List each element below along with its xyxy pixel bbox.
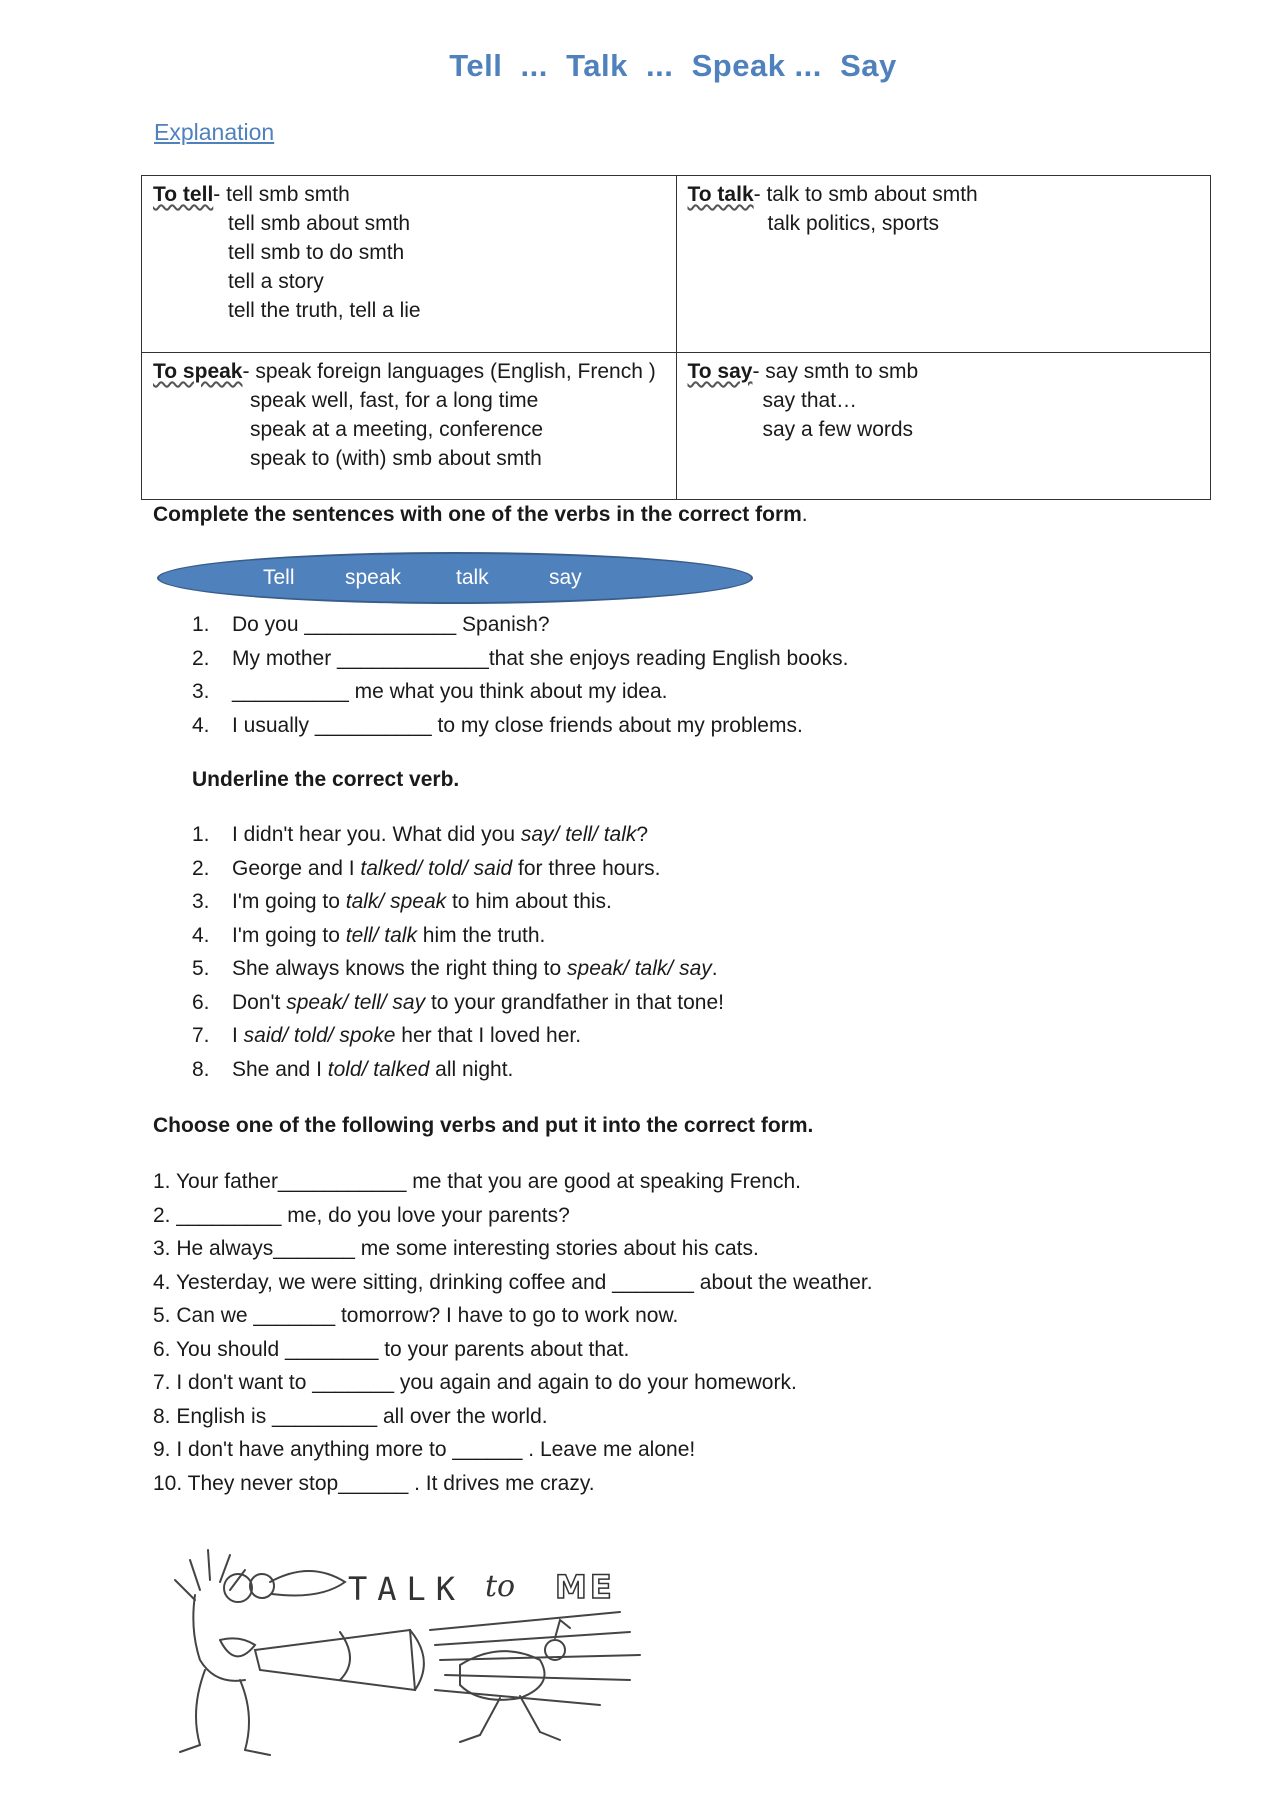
list-item: 5. Can we _______ tomorrow? I have to go to work now. bbox=[153, 1304, 679, 1327]
speak-line: speak at a meeting, conference bbox=[250, 418, 544, 441]
verb-options[interactable]: tell/ talk bbox=[345, 923, 417, 947]
say-line: say smth to smb bbox=[765, 360, 919, 383]
list-item: 8. English is _________ all over the world. bbox=[153, 1404, 548, 1428]
explanation-link[interactable]: Explanation bbox=[154, 119, 275, 145]
speak-line: speak to (with) smb about smth bbox=[250, 447, 542, 470]
tell-term: To tell bbox=[153, 183, 214, 206]
verb-options[interactable]: say/ tell/ talk bbox=[520, 823, 637, 846]
list-item: 3. I'm going to talk/ speak to him about this. bbox=[192, 890, 612, 913]
tell-line: tell smb about smth bbox=[228, 212, 411, 235]
talk-cell: To talk- talk to smb about smth talk politics, sports bbox=[676, 176, 1211, 353]
exercise3-heading: Choose one of the following verbs and put it into the correct form. bbox=[153, 1114, 814, 1137]
speak-cell: To speak- speak foreign languages (English, French ) speak well, fast, for a long time speak at a meeting, conference speak to (with) smb about smth bbox=[142, 353, 677, 500]
list-item: 4. I usually __________ to my close friends about my problems. bbox=[192, 713, 803, 737]
illustration-text: TALK bbox=[348, 1570, 466, 1608]
talk-to-me-illustration bbox=[160, 1520, 700, 1760]
list-item: 7. I don't want to _______ you again and again to do your homework. bbox=[153, 1371, 797, 1394]
say-line: say that… bbox=[762, 389, 858, 412]
verb-options[interactable]: talk/ speak bbox=[345, 890, 447, 913]
word-bank-word[interactable]: Tell bbox=[263, 566, 295, 589]
tell-line: tell a story bbox=[228, 270, 324, 293]
tell-cell: To tell- tell smb smth tell smb about smth tell smb to do smth tell a story tell the truth, tell a lie bbox=[142, 176, 677, 353]
illustration-text: ME bbox=[555, 1568, 615, 1606]
word-bank-word[interactable]: say bbox=[549, 566, 582, 589]
speak-term: To speak bbox=[153, 360, 243, 383]
talk-line: talk to smb about smth bbox=[766, 183, 978, 206]
page-title: Tell ... Talk ... Speak ... Say bbox=[449, 48, 897, 83]
exercise2-heading: Underline the correct verb. bbox=[192, 768, 460, 791]
say-cell: To say- say smth to smb say that… say a few words bbox=[676, 353, 1211, 500]
word-bank-word[interactable]: speak bbox=[345, 566, 402, 589]
list-item: 2. George and I talked/ told/ said for three hours. bbox=[192, 856, 661, 880]
illustration-text: to bbox=[485, 1569, 516, 1604]
exercise3-list bbox=[153, 1165, 873, 1500]
list-item: 1. Do you _____________ Spanish? bbox=[192, 613, 550, 636]
verb-options[interactable]: told/ talked bbox=[327, 1057, 430, 1081]
verb-options[interactable]: talked/ told/ said bbox=[360, 856, 513, 880]
tell-line: tell smb to do smth bbox=[228, 241, 405, 264]
list-item: 1. I didn't hear you. What did you say/ tell/ talk? bbox=[192, 823, 649, 846]
tell-line: tell smb smth bbox=[226, 183, 350, 206]
speak-line: speak well, fast, for a long time bbox=[250, 389, 539, 412]
tell-line: tell the truth, tell a lie bbox=[228, 299, 421, 322]
speak-line: speak foreign languages (English, French ) bbox=[255, 360, 656, 383]
list-item: 7. I said/ told/ spoke her that I loved her. bbox=[192, 1024, 582, 1047]
list-item: 6. You should ________ to your parents about that. bbox=[153, 1337, 630, 1361]
exercise2-list bbox=[192, 818, 724, 1086]
list-item: 10. They never stop______ . It drives me crazy. bbox=[153, 1471, 595, 1495]
list-item: 6. Don't speak/ tell/ say to your grandfather in that tone! bbox=[192, 990, 724, 1014]
verb-options[interactable]: speak/ tell/ say bbox=[286, 990, 426, 1014]
exercise1-list bbox=[192, 608, 848, 742]
talk-term: To talk bbox=[687, 183, 754, 206]
list-item: 4. I'm going to tell/ talk him the truth. bbox=[192, 923, 546, 947]
list-item: 5. She always knows the right thing to speak/ talk/ say. bbox=[192, 957, 718, 980]
word-bank-oval bbox=[157, 552, 753, 604]
talk-line: talk politics, sports bbox=[767, 212, 940, 235]
say-line: say a few words bbox=[762, 418, 914, 441]
list-item: 3. __________ me what you think about my idea. bbox=[192, 680, 668, 703]
list-item: 8. She and I told/ talked all night. bbox=[192, 1057, 514, 1081]
list-item: 2. _________ me, do you love your parents? bbox=[153, 1203, 570, 1227]
list-item: 1. Your father___________ me that you are good at speaking French. bbox=[153, 1170, 801, 1193]
verb-options[interactable]: said/ told/ spoke bbox=[243, 1024, 396, 1047]
verb-options[interactable]: speak/ talk/ say bbox=[567, 957, 712, 980]
exercise1-heading: Complete the sentences with one of the verbs in the correct form. bbox=[153, 503, 808, 526]
explanation-table bbox=[141, 175, 1211, 500]
say-term: To say bbox=[687, 360, 753, 383]
word-bank-word[interactable]: talk bbox=[456, 566, 489, 589]
list-item: 2. My mother _____________that she enjoys reading English books. bbox=[192, 646, 849, 670]
list-item: 4. Yesterday, we were sitting, drinking coffee and _______ about the weather. bbox=[153, 1270, 873, 1294]
list-item: 3. He always_______ me some interesting stories about his cats. bbox=[153, 1237, 759, 1260]
list-item: 9. I don't have anything more to ______ . Leave me alone! bbox=[153, 1438, 696, 1461]
